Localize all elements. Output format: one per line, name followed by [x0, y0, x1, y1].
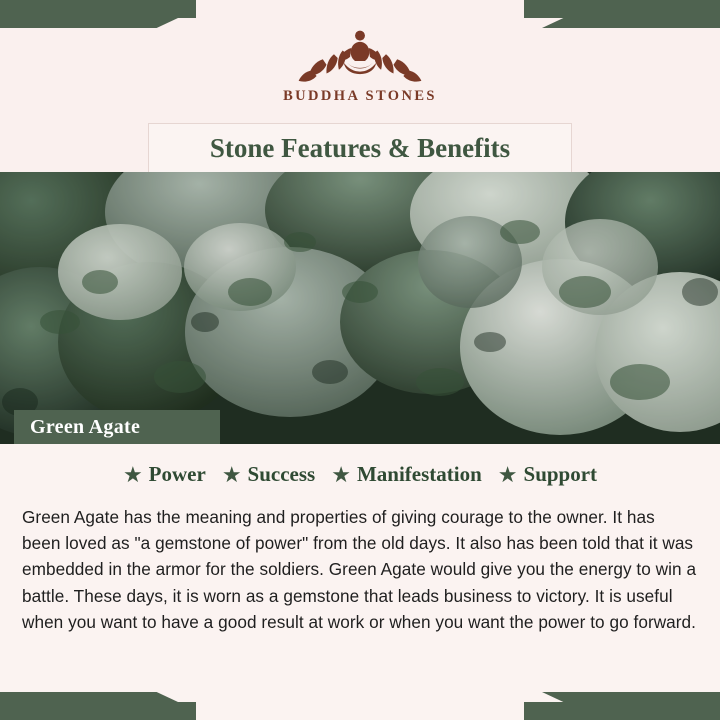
- benefit-label: Support: [523, 462, 598, 486]
- star-icon: ★: [497, 461, 518, 487]
- corner-ribbon-top-left-accent: [0, 18, 178, 28]
- benefits-list: [22, 462, 698, 487]
- benefit-item-support: [498, 462, 597, 487]
- corner-ribbon-top-right-accent: [542, 18, 720, 28]
- lotus-meditation-icon: [296, 22, 424, 84]
- brand-name: BUDDHA STONES: [283, 88, 437, 104]
- benefit-item-manifestation: [331, 462, 482, 487]
- corner-ribbon-bottom-right: [524, 702, 720, 720]
- star-icon: ★: [122, 461, 143, 487]
- corner-ribbon-top-left: [0, 0, 196, 18]
- stone-photo-illustration: [0, 172, 720, 444]
- benefit-label: Power: [148, 462, 206, 486]
- stone-name-badge: [14, 410, 220, 444]
- benefit-label: Success: [247, 462, 316, 486]
- corner-ribbon-bottom-left-accent: [0, 692, 178, 702]
- title-plate: [148, 123, 572, 172]
- corner-ribbon-top-right: [524, 0, 720, 18]
- corner-ribbon-bottom-left: [0, 702, 196, 720]
- stone-description: Green Agate has the meaning and properties of giving courage to the owner. It has been loved as "a gemstone of power" from the old days. It also has been told that it was embedded in the armor for the soldiers. Green Agate would give you the energy to win a battle. These days, it is worn as a gemstone that leads business to victory. It is useful when you want to have a good result at work or when you want the power to go forward.: [22, 507, 697, 632]
- page-title: Stone Features & Benefits: [209, 132, 511, 163]
- benefit-item-power: [123, 462, 206, 487]
- stone-name-label: Green Agate: [30, 415, 141, 438]
- star-icon: ★: [221, 461, 242, 487]
- star-icon: ★: [331, 461, 351, 487]
- stone-photo: [0, 172, 720, 444]
- corner-ribbon-bottom-right-accent: [542, 692, 720, 702]
- benefit-label: Manifestation: [356, 462, 482, 486]
- benefit-item-success: [222, 462, 315, 487]
- content-area: [0, 444, 720, 720]
